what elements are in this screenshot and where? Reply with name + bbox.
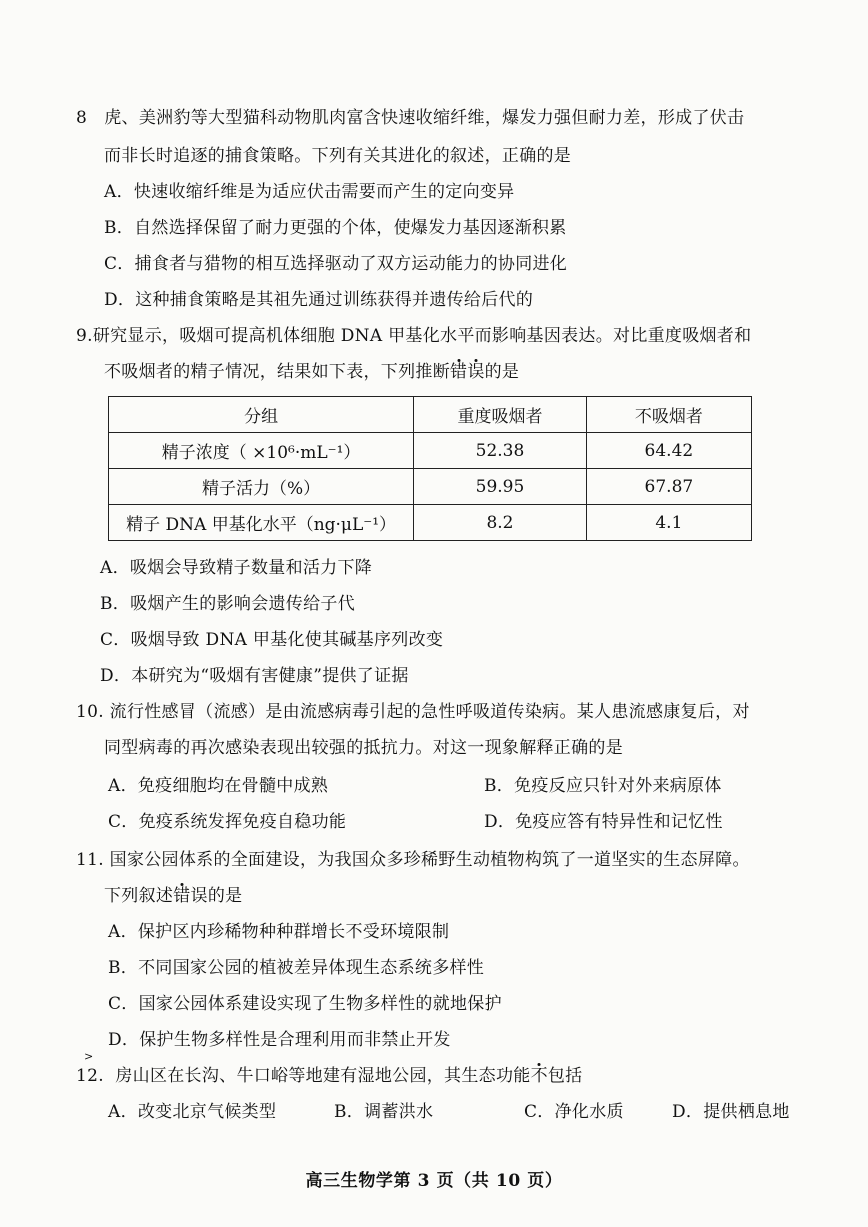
q9-option-d: D．本研究为“吸烟有害健康”提供了证据 [100,666,409,686]
q12-option-c: C．净化水质 [524,1102,624,1122]
emphasis-mark: 错 [173,886,191,906]
q12-option-a: A．改变北京气候类型 [108,1102,277,1122]
q8-option-c: C．捕食者与猎物的相互选择驱动了双方运动能力的协同进化 [104,254,568,274]
table-cell: 52.38 [414,433,587,469]
q11-number: 11. [76,850,104,870]
q11-option-b: B．不同国家公园的植被差异体现生态系统多样性 [108,958,485,978]
q12-number: 12. [76,1066,104,1086]
q9-data-table [108,396,752,541]
table-cell-label: 精子浓度（ ×10⁶·mL⁻¹） [109,433,414,469]
q12-option-d: D．提供栖息地 [672,1102,790,1122]
emphasis-mark: 错 [450,362,468,382]
q11-option-a: A．保护区内珍稀物种种群增长不受环境限制 [108,922,450,942]
q12-option-b: B．调蓄洪水 [334,1102,434,1122]
q9-stem-line2: 不吸烟者的精子情况，结果如下表，下列推断错误的是 [104,362,520,382]
table-cell: 4.1 [586,505,751,541]
table-cell: 64.42 [586,433,751,469]
q11-stem-line1: 11. 国家公园体系的全面建设，为我国众多珍稀野生动植物构筑了一道坚实的生态屏障。 [76,850,750,870]
q12-stem: 12. 房山区在长沟、牛口峪等地建有湿地公园，其生态功能不包括 [76,1066,583,1086]
table-header-cell: 分组 [109,397,414,433]
table-cell-label: 精子活力（%） [109,469,414,505]
q11-stem-line2: 下列叙述错误的是 [104,886,243,906]
q8-option-b: B．自然选择保留了耐力更强的个体，使爆发力基因逐渐积累 [104,218,567,238]
q9-stem-line1: 9.研究显示，吸烟可提高机体细胞 DNA 甲基化水平而影响基因表达。对比重度吸烟者和 [76,326,752,346]
table-cell: 59.95 [414,469,587,505]
q8-stem-line1: 8 虎、美洲豹等大型猫科动物肌肉富含快速收缩纤维，爆发力强但耐力差，形成了伏击 [76,108,745,128]
q11-option-d: D．保护生物多样性是合理利用而非禁止开发 [108,1030,451,1050]
q10-option-c: C．免疫系统发挥免疫自稳功能 [108,812,347,832]
q8-number: 8 [76,108,88,128]
q9-number: 9. [76,326,93,346]
q10-stem-line1: 10. 流行性感冒（流感）是由流感病毒引起的急性呼吸道传染病。某人患流感康复后，对 [76,702,750,722]
q9-option-a: A．吸烟会导致精子数量和活力下降 [100,558,373,578]
q9-option-b: B．吸烟产生的影响会遗传给子代 [100,594,355,614]
q10-number: 10. [76,702,104,722]
page-footer: 高三生物学第 3 页（共 10 页） [305,1171,563,1191]
table-header-row [109,397,752,433]
q11-option-c: C．国家公园体系建设实现了生物多样性的就地保护 [108,994,502,1014]
caret-mark: > [84,1050,94,1063]
table-row [109,469,752,505]
table-row [109,433,752,469]
q8-option-a: A．快速收缩纤维是为适应伏击需要而产生的定向变异 [104,182,515,202]
q9-option-c: C．吸烟导致 DNA 甲基化使其碱基序列改变 [100,630,444,650]
q10-option-a: A．免疫细胞均在骨髓中成熟 [108,776,329,796]
table-cell-label: 精子 DNA 甲基化水平（ng·μL⁻¹） [109,505,414,541]
table-header-cell: 不吸烟者 [586,397,751,433]
table-cell: 67.87 [586,469,751,505]
q10-stem-line2: 同型病毒的再次感染表现出较强的抵抗力。对这一现象解释正确的是 [104,738,623,758]
emphasis-mark: 不 [530,1066,548,1086]
q8-stem-line2: 而非长时追逐的捕食策略。下列有关其进化的叙述，正确的是 [104,146,572,166]
table-header-cell: 重度吸烟者 [414,397,587,433]
emphasis-mark: 误 [467,362,485,382]
q8-option-d: D．这种捕食策略是其祖先通过训练获得并遗传给后代的 [104,290,534,310]
q10-option-d: D．免疫应答有特异性和记忆性 [484,812,723,832]
q10-option-b: B．免疫反应只针对外来病原体 [484,776,722,796]
table-cell: 8.2 [414,505,587,541]
table-row [109,505,752,541]
